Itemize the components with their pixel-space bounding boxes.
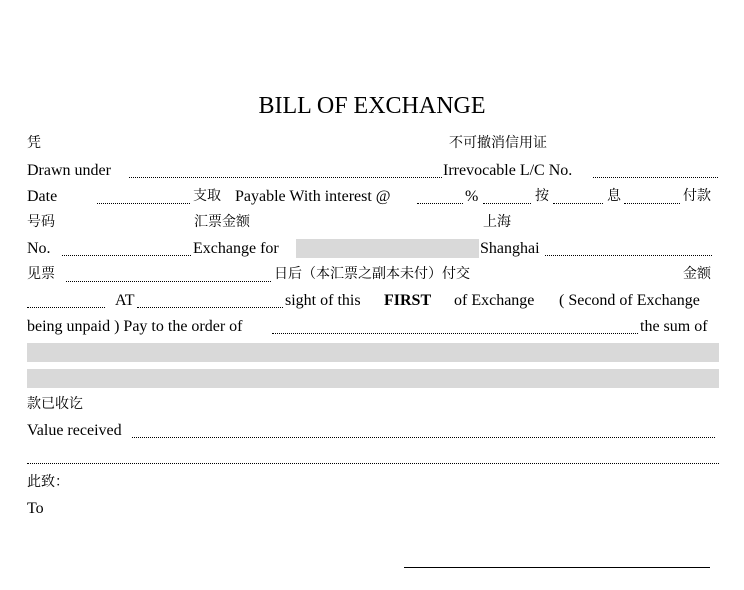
interest-field-2[interactable] [483, 203, 531, 204]
exchange-amount-field[interactable] [296, 239, 479, 258]
label-of-exchange: of Exchange [454, 292, 535, 309]
sum-amount-field-2[interactable] [27, 369, 719, 388]
label-to: To [27, 500, 44, 517]
label-drawn-under: Drawn under [27, 162, 111, 179]
label-cn-kuanyi-shouqi: 款已收讫 [27, 396, 83, 412]
bill-number-field[interactable] [62, 255, 191, 256]
label-at: AT [115, 292, 135, 309]
at-prefix-field[interactable] [27, 307, 105, 308]
label-cn-fukuan: 付款 [683, 188, 711, 204]
label-cn-rihou: 日后（本汇票之副本未付）付交 [274, 266, 470, 282]
sight-days-cn-field[interactable] [66, 281, 271, 282]
value-received-field-2[interactable] [27, 463, 719, 464]
signature-line[interactable] [404, 567, 710, 568]
label-percent: % [465, 188, 479, 205]
payee-field[interactable] [272, 333, 638, 334]
label-sight-of-this: sight of this [285, 292, 361, 309]
label-cn-jianpiao: 见票 [27, 266, 55, 282]
label-cn-shanghai: 上海 [483, 214, 511, 230]
label-irrevocable-lc-no: Irrevocable L/C No. [443, 162, 573, 179]
drawn-under-field[interactable] [129, 177, 442, 178]
interest-rate-field[interactable] [417, 203, 463, 204]
date-field[interactable] [97, 203, 190, 204]
label-cn-huipiao-jine: 汇票金额 [194, 214, 250, 230]
label-payable-with-interest: Payable With interest @ [235, 188, 391, 205]
lc-number-field[interactable] [593, 177, 718, 178]
sight-days-field[interactable] [137, 307, 283, 308]
label-cn-irrevocable-lc: 不可撤消信用证 [449, 135, 547, 151]
label-no: No. [27, 240, 51, 257]
label-the-sum-of: the sum of [640, 318, 708, 335]
label-cn-xi: 息 [607, 188, 621, 204]
label-second-of-exchange: ( Second of Exchange [559, 292, 700, 309]
label-first: FIRST [384, 292, 432, 309]
document-title: BILL OF EXCHANGE [258, 93, 486, 119]
shanghai-date-field[interactable] [545, 255, 712, 256]
label-being-unpaid: being unpaid ) Pay to the order of [27, 318, 243, 335]
label-cn-an: 按 [535, 188, 549, 204]
interest-field-4[interactable] [624, 203, 680, 204]
interest-field-3[interactable] [553, 203, 603, 204]
label-cn-jine: 金额 [683, 266, 711, 282]
label-exchange-for: Exchange for [193, 240, 279, 257]
label-cn-zhiqu: 支取 [193, 188, 221, 204]
label-cn-haoma: 号码 [27, 214, 55, 230]
label-value-received: Value received [27, 422, 122, 439]
label-cn-ping: 凭 [27, 135, 41, 151]
label-cn-cizhi: 此致： [27, 474, 69, 490]
label-shanghai: Shanghai [480, 240, 540, 257]
sum-amount-field-1[interactable] [27, 343, 719, 362]
value-received-field[interactable] [132, 437, 715, 438]
label-date: Date [27, 188, 58, 205]
